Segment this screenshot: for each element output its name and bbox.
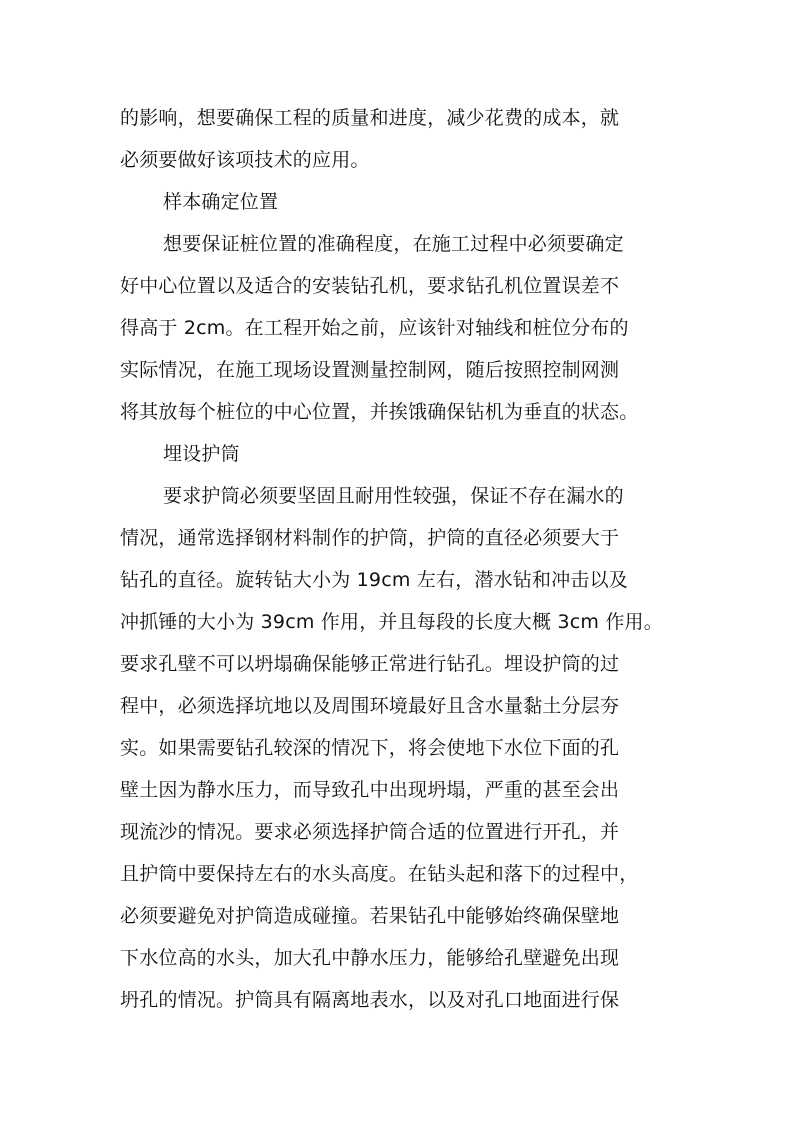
- text-line: 程中，必须选择坑地以及周围环境最好且含水量黏土分层夯: [120, 695, 620, 717]
- text-line: 好中心位置以及适合的安装钻孔机，要求钻孔机位置误差不: [120, 275, 620, 297]
- text-line: 情况，通常选择钢材料制作的护筒，护筒的直径必须要大于: [120, 527, 620, 549]
- section-heading: 埋设护筒: [163, 443, 240, 465]
- text-line: 钻孔的直径。旋转钻大小为 19cm 左右，潜水钻和冲击以及: [120, 569, 629, 591]
- text-line: 壁土因为静水压力，而导致孔中出现坍塌，严重的甚至会出: [120, 779, 620, 801]
- text-line: 要求孔壁不可以坍塌确保能够正常进行钻孔。埋设护筒的过: [120, 653, 620, 675]
- text-line: 必须要做好该项技术的应用。: [120, 149, 370, 171]
- text-line: 得高于 2cm。在工程开始之前，应该针对轴线和桩位分布的: [120, 317, 629, 339]
- text-line: 实际情况，在施工现场设置测量控制网，随后按照控制网测: [120, 359, 620, 381]
- section-heading: 样本确定位置: [163, 191, 279, 213]
- text-line: 将其放每个桩位的中心位置，并挨饿确保钻机为垂直的状态。: [120, 401, 639, 423]
- text-line: 下水位高的水头，加大孔中静水压力，能够给孔壁避免出现: [120, 947, 620, 969]
- text-line: 的影响，想要确保工程的质量和进度，减少花费的成本，就: [120, 107, 620, 129]
- text-line: 且护筒中要保持左右的水头高度。在钻头起和落下的过程中，: [120, 863, 639, 885]
- paragraph-first-line: 要求护筒必须要坚固且耐用性较强，保证不存在漏水的: [163, 485, 624, 507]
- text-line: 坍孔的情况。护筒具有隔离地表水，以及对孔口地面进行保: [120, 989, 620, 1011]
- text-line: 现流沙的情况。要求必须选择护筒合适的位置进行开孔，并: [120, 821, 620, 843]
- text-line: 冲抓锤的大小为 39cm 作用，并且每段的长度大概 3cm 作用。: [120, 611, 663, 633]
- text-line: 实。如果需要钻孔较深的情况下，将会使地下水位下面的孔: [120, 737, 620, 759]
- paragraph-first-line: 想要保证桩位置的准确程度，在施工过程中必须要确定: [163, 233, 624, 255]
- text-line: 必须要避免对护筒造成碰撞。若果钻孔中能够始终确保壁地: [120, 905, 620, 927]
